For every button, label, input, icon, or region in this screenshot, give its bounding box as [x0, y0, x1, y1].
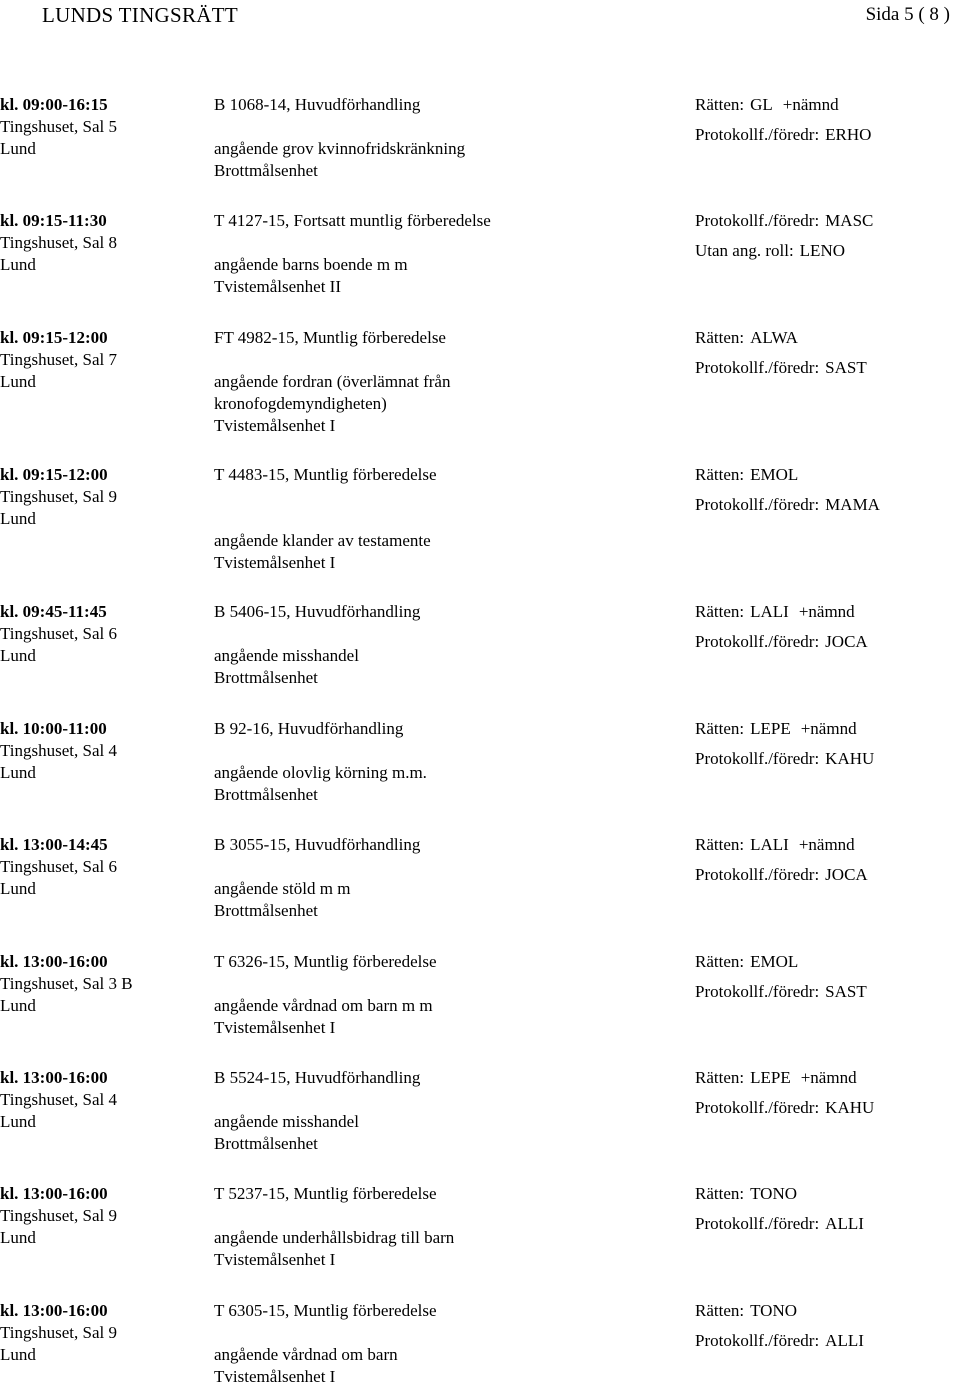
entry-case-details [214, 464, 674, 574]
court-label: Rätten: [695, 465, 745, 484]
unspecified-role-value: LENO [799, 241, 845, 260]
court-extra: +nämnd [800, 1068, 857, 1087]
protocol-value: SAST [825, 358, 867, 377]
case-spacer [214, 232, 674, 254]
court-extra: +nämnd [798, 835, 855, 854]
case-subject: angående klander av testamente [214, 531, 431, 550]
entry-time-location [0, 1183, 200, 1249]
entry-city: Lund [0, 763, 36, 782]
court-composition [695, 834, 960, 864]
entry-room: Tingshuset, Sal 3 B [0, 974, 133, 993]
court-value: LALI [750, 602, 789, 621]
entry-court [695, 1183, 960, 1243]
protocol-label: Protokollf./föredr: [695, 211, 820, 230]
protocol-value: MASC [825, 211, 874, 230]
entry-court [695, 1067, 960, 1127]
entry-time: kl. 13:00-16:00 [0, 1184, 108, 1203]
entry-time-location [0, 951, 200, 1017]
court-composition [695, 951, 960, 981]
entry-city: Lund [0, 1228, 36, 1247]
protocol-value: ALLI [825, 1214, 864, 1233]
entry-city: Lund [0, 1112, 36, 1131]
case-number: B 1068-14, Huvudförhandling [214, 95, 421, 114]
court-composition [695, 327, 960, 357]
entry-court [695, 210, 960, 270]
case-number: B 5524-15, Huvudförhandling [214, 1068, 421, 1087]
entry-time-location [0, 327, 200, 393]
protocol-clerk [695, 210, 960, 240]
entry-room: Tingshuset, Sal 4 [0, 1090, 117, 1109]
entry-city: Lund [0, 509, 36, 528]
court-label: Rätten: [695, 1184, 745, 1203]
entry-time: kl. 09:45-11:45 [0, 602, 107, 621]
entry-time: kl. 13:00-16:00 [0, 952, 108, 971]
protocol-value: ALLI [825, 1331, 864, 1350]
entry-room: Tingshuset, Sal 7 [0, 350, 117, 369]
protocol-label: Protokollf./föredr: [695, 865, 820, 884]
entry-time-location [0, 1067, 200, 1133]
protocol-value: SAST [825, 982, 867, 1001]
entry-case-details [214, 94, 674, 182]
protocol-clerk [695, 357, 960, 387]
case-unit: Tvistemålsenhet II [214, 277, 341, 296]
court-label: Rätten: [695, 1068, 745, 1087]
protocol-label: Protokollf./föredr: [695, 125, 820, 144]
entry-case-details [214, 210, 674, 298]
case-number: FT 4982-15, Muntlig förberedelse [214, 328, 446, 347]
court-composition [695, 718, 960, 748]
case-spacer [214, 116, 674, 138]
protocol-clerk [695, 124, 960, 154]
court-extra: +nämnd [798, 602, 855, 621]
page-header [0, 0, 960, 28]
entry-time-location [0, 601, 200, 667]
entry-room: Tingshuset, Sal 9 [0, 487, 117, 506]
document-title: LUNDS TINGSRÄTT [42, 3, 239, 27]
entry-time: kl. 13:00-14:45 [0, 835, 108, 854]
entry-case-details [214, 834, 674, 922]
entry-city: Lund [0, 139, 36, 158]
case-unit: Tvistemålsenhet I [214, 1367, 336, 1386]
case-number: B 5406-15, Huvudförhandling [214, 602, 421, 621]
unspecified-role [695, 240, 960, 270]
case-number: B 3055-15, Huvudförhandling [214, 835, 421, 854]
court-label: Rätten: [695, 952, 745, 971]
entry-time: kl. 13:00-16:00 [0, 1301, 108, 1320]
court-value: EMOL [750, 465, 799, 484]
protocol-clerk [695, 1213, 960, 1243]
case-number: T 4483-15, Muntlig förberedelse [214, 465, 437, 484]
protocol-value: MAMA [825, 495, 880, 514]
entry-case-details [214, 601, 674, 689]
case-unit: Tvistemålsenhet I [214, 553, 336, 572]
entry-room: Tingshuset, Sal 9 [0, 1206, 117, 1225]
case-unit: Brottmålsenhet [214, 901, 318, 920]
case-spacer [214, 1322, 674, 1344]
case-unit: Brottmålsenhet [214, 668, 318, 687]
protocol-label: Protokollf./föredr: [695, 982, 820, 1001]
entry-case-details [214, 718, 674, 806]
entry-city: Lund [0, 255, 36, 274]
case-subject: angående vårdnad om barn [214, 1345, 398, 1364]
court-label: Rätten: [695, 328, 745, 347]
entry-city: Lund [0, 372, 36, 391]
court-composition [695, 601, 960, 631]
case-unit: Tvistemålsenhet I [214, 1018, 336, 1037]
protocol-clerk [695, 981, 960, 1011]
protocol-value: JOCA [825, 865, 868, 884]
case-number: T 6305-15, Muntlig förberedelse [214, 1301, 437, 1320]
court-value: GL [750, 95, 773, 114]
protocol-label: Protokollf./föredr: [695, 1214, 820, 1233]
entry-room: Tingshuset, Sal 6 [0, 624, 117, 643]
case-unit: Brottmålsenhet [214, 1134, 318, 1153]
case-spacer [214, 349, 674, 371]
case-subject: angående misshandel [214, 1112, 359, 1131]
court-label: Rätten: [695, 719, 745, 738]
protocol-label: Protokollf./föredr: [695, 632, 820, 651]
case-unit: Tvistemålsenhet I [214, 416, 336, 435]
entry-city: Lund [0, 996, 36, 1015]
court-value: TONO [750, 1184, 798, 1203]
protocol-label: Protokollf./föredr: [695, 749, 820, 768]
protocol-clerk [695, 494, 960, 524]
case-spacer [214, 486, 674, 508]
case-number: T 5237-15, Muntlig förberedelse [214, 1184, 437, 1203]
court-extra: +nämnd [800, 719, 857, 738]
court-value: LEPE [750, 1068, 791, 1087]
entry-time-location [0, 464, 200, 530]
case-subject: angående olovlig körning m.m. [214, 763, 427, 782]
protocol-value: ERHO [825, 125, 872, 144]
entry-time: kl. 09:15-11:30 [0, 211, 107, 230]
case-spacer [214, 1089, 674, 1111]
entry-room: Tingshuset, Sal 8 [0, 233, 117, 252]
court-extra: +nämnd [782, 95, 839, 114]
court-value: ALWA [750, 328, 798, 347]
court-composition [695, 94, 960, 124]
entry-city: Lund [0, 646, 36, 665]
court-label: Rätten: [695, 95, 745, 114]
protocol-label: Protokollf./föredr: [695, 358, 820, 377]
case-unit: Tvistemålsenhet I [214, 1250, 336, 1269]
entry-case-details [214, 327, 674, 437]
protocol-value: KAHU [825, 1098, 875, 1117]
protocol-value: JOCA [825, 632, 868, 651]
entry-room: Tingshuset, Sal 5 [0, 117, 117, 136]
case-subject: angående grov kvinnofridskränkning [214, 139, 466, 158]
unspecified-role-label: Utan ang. roll: [695, 241, 794, 260]
case-spacer [214, 973, 674, 995]
case-subject [214, 508, 674, 530]
court-value: EMOL [750, 952, 799, 971]
case-spacer [214, 856, 674, 878]
case-spacer [214, 623, 674, 645]
entry-court [695, 464, 960, 524]
entry-case-details [214, 1183, 674, 1271]
entry-case-details [214, 1067, 674, 1155]
court-composition [695, 1300, 960, 1330]
court-value: LEPE [750, 719, 791, 738]
protocol-label: Protokollf./föredr: [695, 495, 820, 514]
entry-court [695, 327, 960, 387]
entry-court [695, 94, 960, 154]
entry-case-details [214, 1300, 674, 1388]
protocol-value: KAHU [825, 749, 875, 768]
protocol-label: Protokollf./föredr: [695, 1098, 820, 1117]
court-composition [695, 464, 960, 494]
entry-time-location [0, 1300, 200, 1366]
court-composition [695, 1183, 960, 1213]
court-composition [695, 1067, 960, 1097]
case-spacer [214, 1205, 674, 1227]
entry-time-location [0, 94, 200, 160]
entry-court [695, 601, 960, 661]
protocol-clerk [695, 1097, 960, 1127]
entry-time-location [0, 210, 200, 276]
entry-room: Tingshuset, Sal 4 [0, 741, 117, 760]
protocol-clerk [695, 748, 960, 778]
case-subject: kronofogdemyndigheten) [214, 394, 387, 413]
entry-time: kl. 09:15-12:00 [0, 465, 108, 484]
entry-city: Lund [0, 879, 36, 898]
entry-time-location [0, 834, 200, 900]
case-number: B 92-16, Huvudförhandling [214, 719, 404, 738]
case-subject: angående underhållsbidrag till barn [214, 1228, 455, 1247]
entry-case-details [214, 951, 674, 1039]
case-subject: angående misshandel [214, 646, 359, 665]
case-subject: angående fordran (överlämnat från [214, 372, 451, 391]
court-value: LALI [750, 835, 789, 854]
entry-time: kl. 13:00-16:00 [0, 1068, 108, 1087]
case-subject: angående vårdnad om barn m m [214, 996, 433, 1015]
court-label: Rätten: [695, 1301, 745, 1320]
entry-court [695, 951, 960, 1011]
entry-time-location [0, 718, 200, 784]
entry-city: Lund [0, 1345, 36, 1364]
case-spacer [214, 740, 674, 762]
entry-room: Tingshuset, Sal 6 [0, 857, 117, 876]
case-number: T 6326-15, Muntlig förberedelse [214, 952, 437, 971]
entry-court [695, 1300, 960, 1360]
court-label: Rätten: [695, 602, 745, 621]
case-unit: Brottmålsenhet [214, 785, 318, 804]
case-subject: angående stöld m m [214, 879, 351, 898]
entry-time: kl. 10:00-11:00 [0, 719, 107, 738]
protocol-clerk [695, 1330, 960, 1360]
case-subject: angående barns boende m m [214, 255, 408, 274]
entry-time: kl. 09:15-12:00 [0, 328, 108, 347]
case-number: T 4127-15, Fortsatt muntlig förberedelse [214, 211, 491, 230]
court-label: Rätten: [695, 835, 745, 854]
protocol-clerk [695, 864, 960, 894]
entry-time: kl. 09:00-16:15 [0, 95, 108, 114]
entry-court [695, 718, 960, 778]
entry-room: Tingshuset, Sal 9 [0, 1323, 117, 1342]
court-value: TONO [750, 1301, 798, 1320]
protocol-label: Protokollf./föredr: [695, 1331, 820, 1350]
protocol-clerk [695, 631, 960, 661]
page-number: Sida 5 ( 8 ) [865, 4, 950, 25]
entry-court [695, 834, 960, 894]
case-unit: Brottmålsenhet [214, 161, 318, 180]
